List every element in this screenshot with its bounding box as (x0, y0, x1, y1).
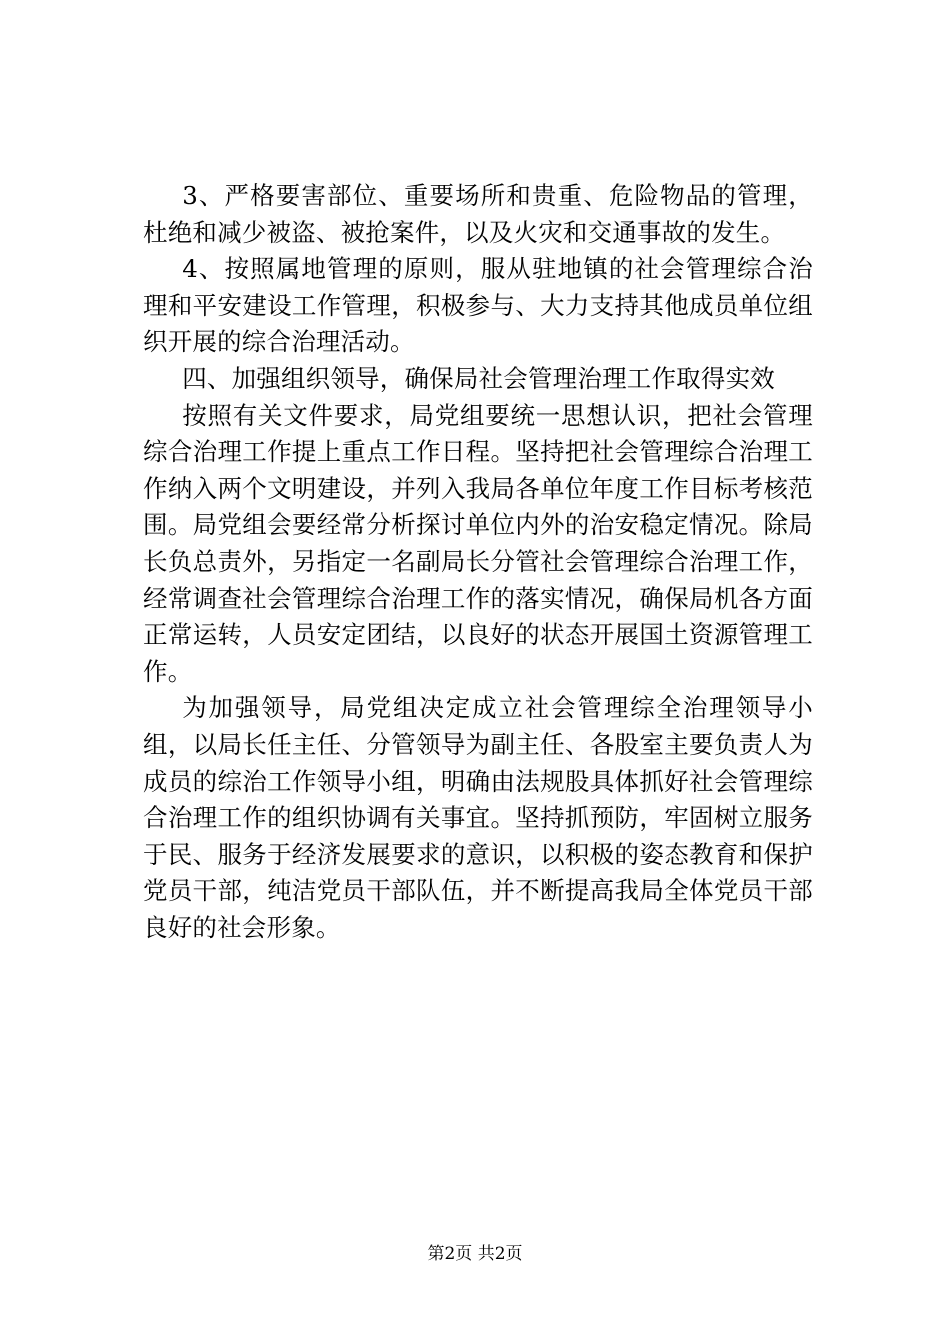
section-heading-four: 四、加强组织领导，确保局社会管理治理工作取得实效 (182, 363, 775, 393)
paragraph-item-3: 3、严格要害部位、重要场所和贵重、危险物品的管理，杜绝和减少被盗、被抢案件，以及火灾和交通事故的发生。 (143, 181, 813, 247)
paragraph-implementation: 按照有关文件要求，局党组要统一思想认识，把社会管理综合治理工作提上重点工作日程。坚持把社会管理综合治理工作纳入两个文明建设，并列入我局各单位年度工作目标考核范围。局党组会要经常分析探讨单位内外的治安稳定情况。除局长负总责外，另指定一名副局长分管社会管理综合治理工作，经常调查社会管理综合治理工作的落实情况，确保局机各方面正常运转，人员安定团结，以良好的状态开展国土资源管理工作。 (143, 400, 813, 686)
paragraph-item-4: 4、按照属地管理的原则，服从驻地镇的社会管理综合治理和平安建设工作管理，积极参与、大力支持其他成员单位组织开展的综合治理活动。 (143, 254, 813, 357)
page-number-footer: 第2页 共2页 (427, 1244, 523, 1264)
paragraph-leadership-group: 为加强领导，局党组决定成立社会管理综全治理领导小组，以局长任主任、分管领导为副主任、各股室主要负责人为成员的综治工作领导小组，明确由法规股具体抓好社会管理综合治理工作的组织协调有关事宜。坚持抓预防，牢固树立服务于民、服务于经济发展要求的意识，以积极的姿态教育和保护党员干部，纯洁党员干部队伍，并不断提高我局全体党员干部良好的社会形象。 (143, 693, 813, 942)
document-body (143, 178, 813, 946)
